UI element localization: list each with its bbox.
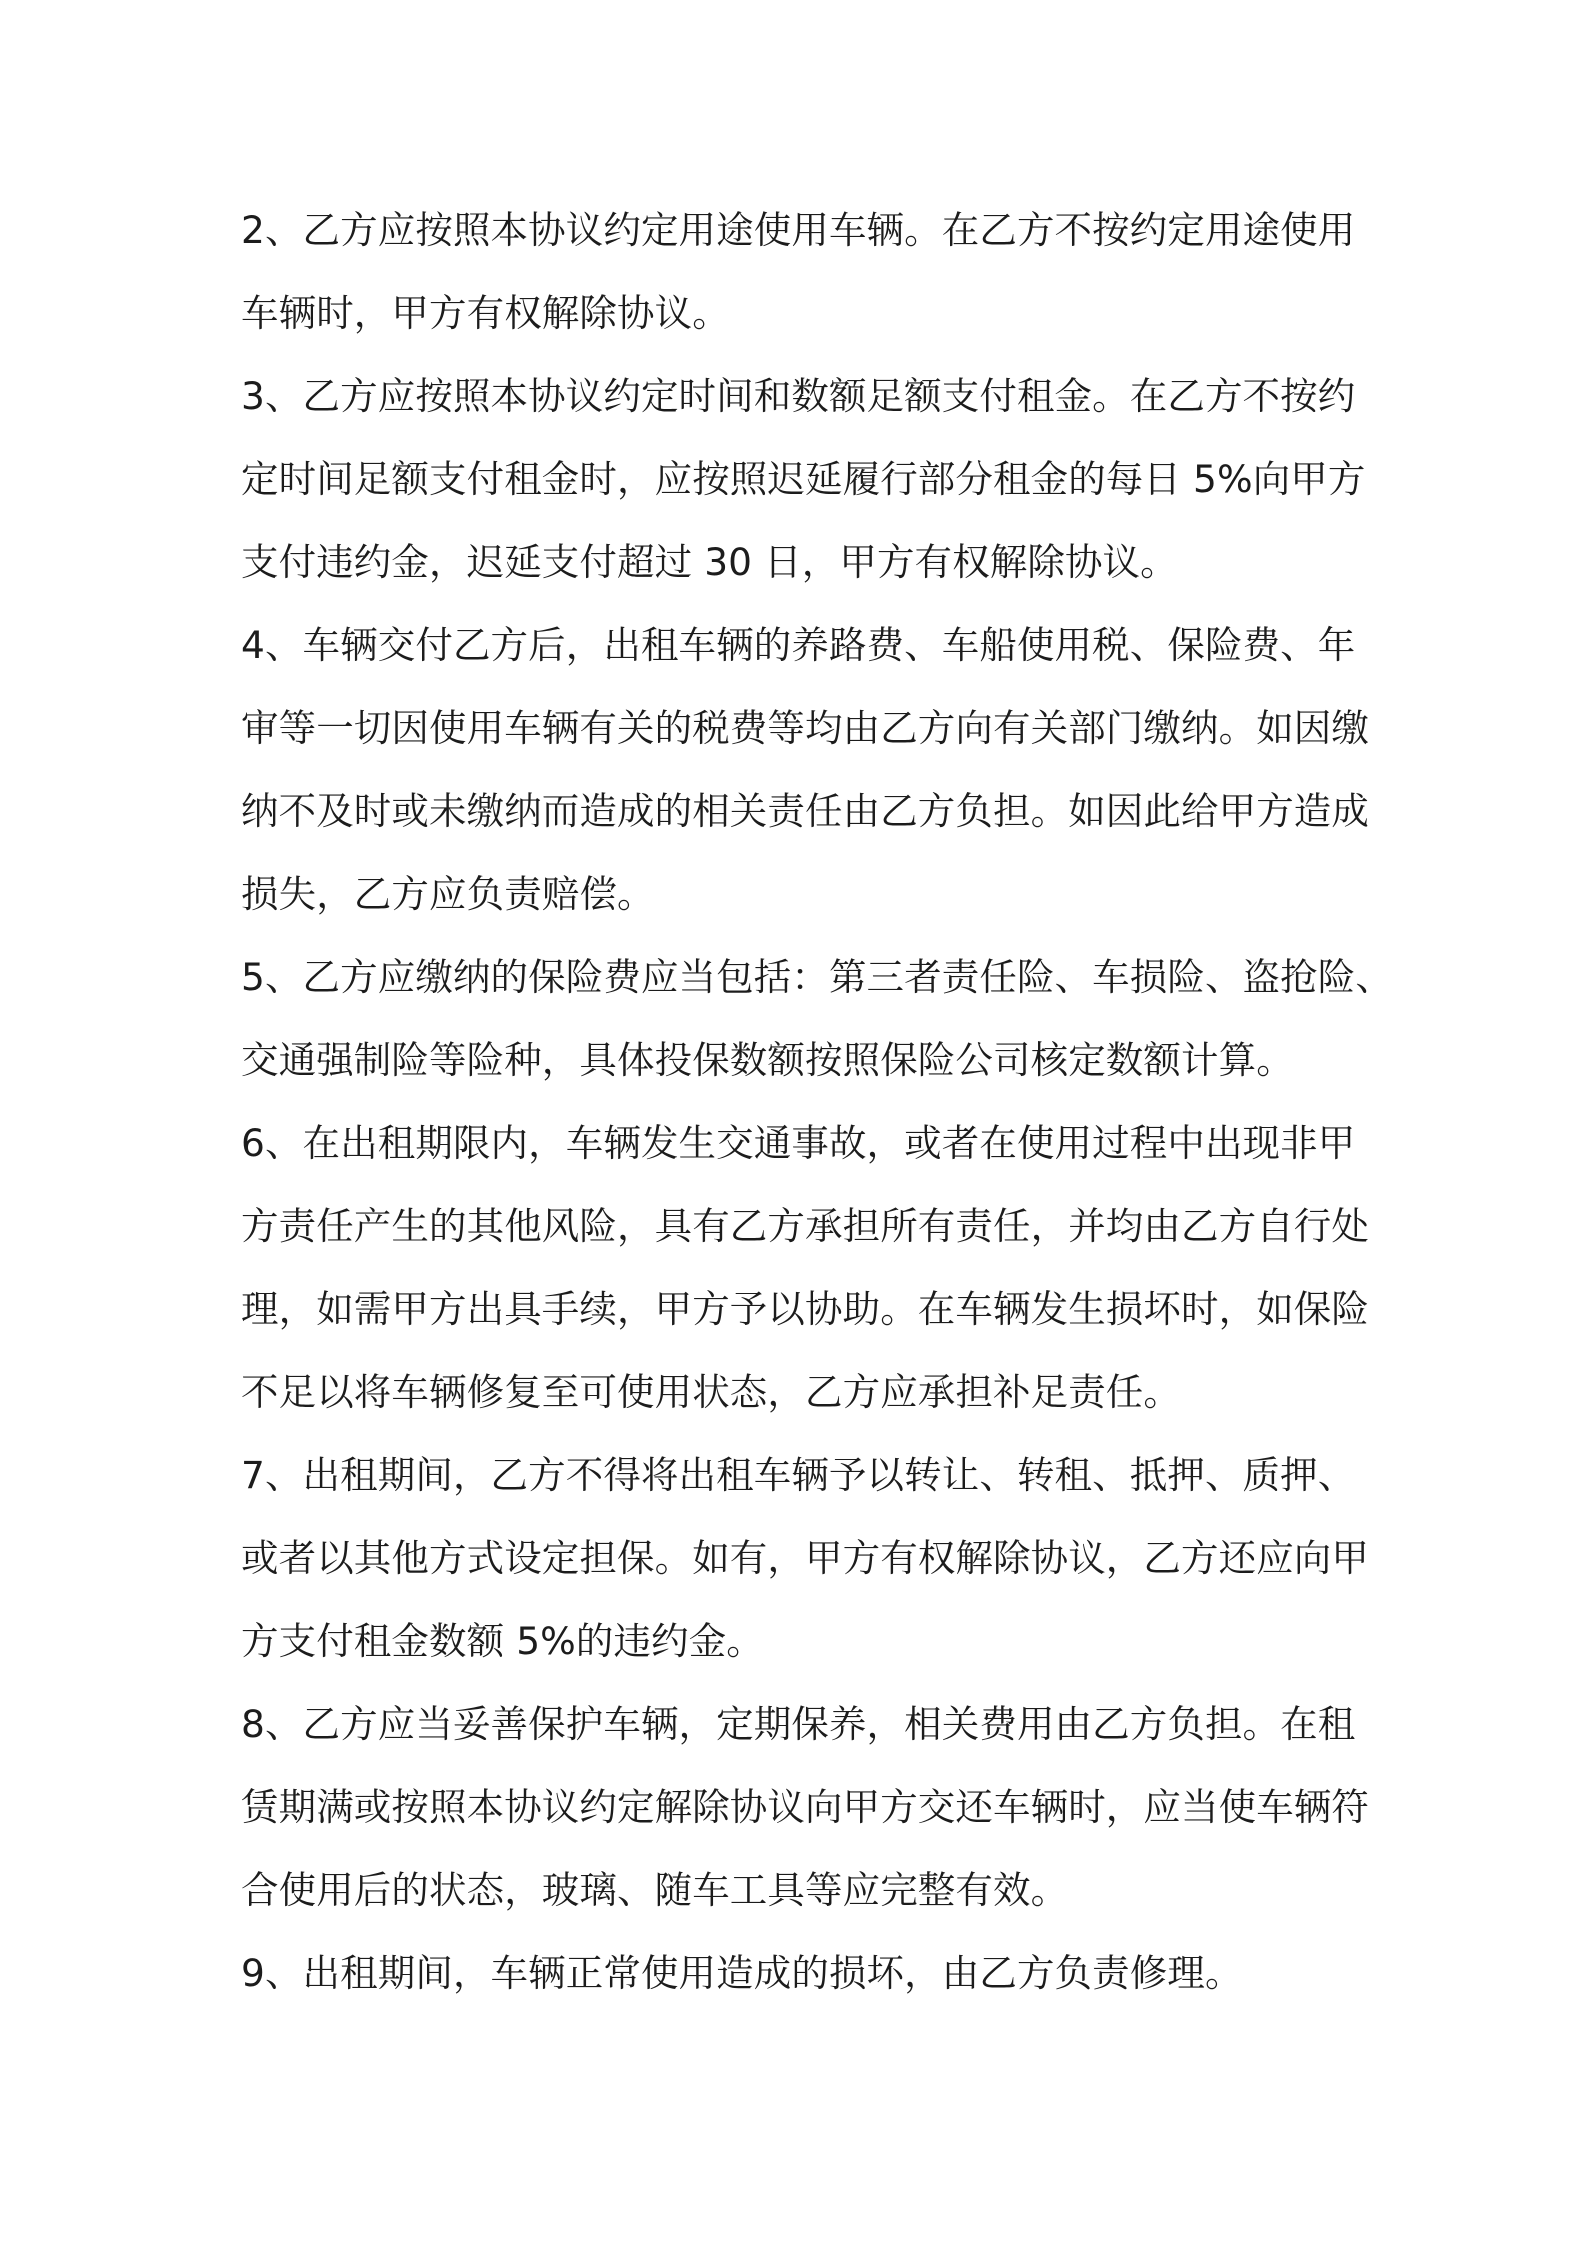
clause-5-line-1: 5、乙方应缴纳的保险费应当包括：第三者责任险、车损险、盗抢险、: [241, 955, 1393, 999]
clause-7-line-1: 7、出租期间，乙方不得将出租车辆予以转让、转租、抵押、质押、: [241, 1453, 1356, 1497]
clause-4-line-2: 审等一切因使用车辆有关的税费等均由乙方向有关部门缴纳。如因缴: [241, 706, 1369, 750]
clause-3-line-3: 支付违约金，迟延支付超过 30 日，甲方有权解除协议。: [241, 540, 1178, 584]
clause-4-line-1: 4、车辆交付乙方后，出租车辆的养路费、车船使用税、保险费、年: [241, 623, 1356, 667]
clause-6-line-1: 6、在出租期限内，车辆发生交通事故，或者在使用过程中出现非甲: [241, 1121, 1356, 1165]
clause-4-line-4: 损失，乙方应负责赔偿。: [241, 872, 655, 916]
clause-9-line-1: 9、出租期间，车辆正常使用造成的损坏，由乙方负责修理。: [241, 1951, 1243, 1995]
clause-3-line-1: 3、乙方应按照本协议约定时间和数额足额支付租金。在乙方不按约: [241, 374, 1356, 418]
clause-2-line-1: 2、乙方应按照本协议约定用途使用车辆。在乙方不按约定用途使用: [241, 208, 1356, 252]
clause-3-line-2: 定时间足额支付租金时，应按照迟延履行部分租金的每日 5%向甲方: [241, 457, 1366, 501]
clause-8-line-1: 8、乙方应当妥善保护车辆，定期保养，相关费用由乙方负担。在租: [241, 1702, 1356, 1746]
clause-6-line-2: 方责任产生的其他风险，具有乙方承担所有责任，并均由乙方自行处: [241, 1204, 1369, 1248]
clause-7-line-3: 方支付租金数额 5%的违约金。: [241, 1619, 764, 1663]
clause-6-line-3: 理，如需甲方出具手续，甲方予以协助。在车辆发生损坏时，如保险: [241, 1287, 1369, 1331]
clause-8-line-3: 合使用后的状态，玻璃、随车工具等应完整有效。: [241, 1868, 1069, 1912]
clause-7-line-2: 或者以其他方式设定担保。如有，甲方有权解除协议，乙方还应向甲: [241, 1536, 1369, 1580]
clause-2-line-2: 车辆时，甲方有权解除协议。: [241, 291, 730, 335]
clause-4-line-3: 纳不及时或未缴纳而造成的相关责任由乙方负担。如因此给甲方造成: [241, 789, 1369, 833]
clause-8-line-2: 赁期满或按照本协议约定解除协议向甲方交还车辆时，应当使车辆符: [241, 1785, 1369, 1829]
clause-5-line-2: 交通强制险等险种，具体投保数额按照保险公司核定数额计算。: [241, 1038, 1294, 1082]
clause-6-line-4: 不足以将车辆修复至可使用状态，乙方应承担补足责任。: [241, 1370, 1181, 1414]
